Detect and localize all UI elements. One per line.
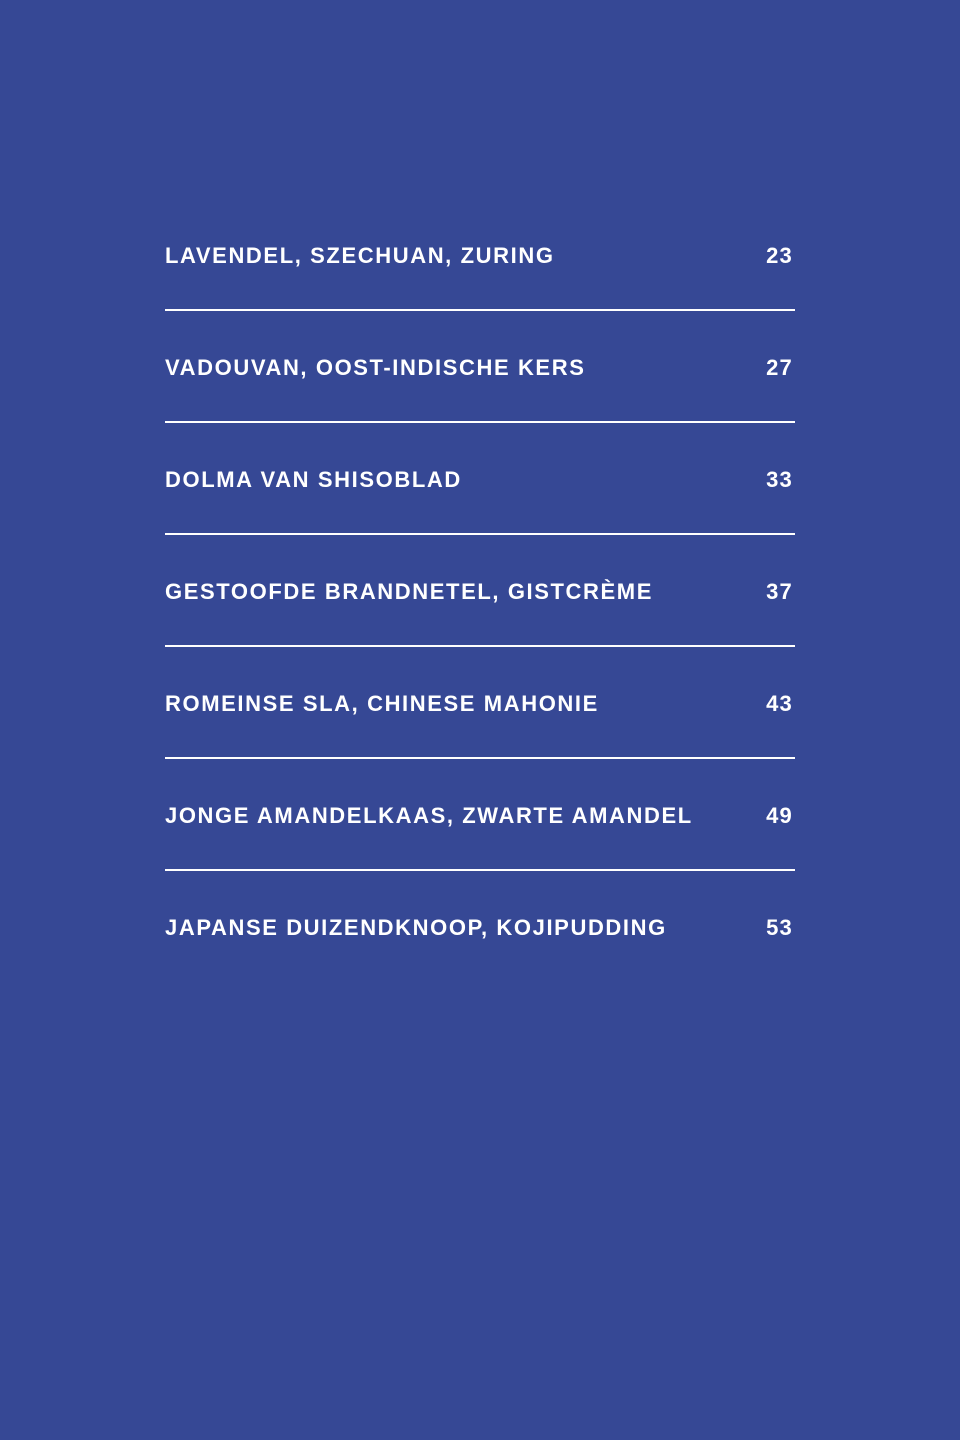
toc-entry-title: JONGE AMANDELKAAS, ZWARTE AMANDEL: [165, 803, 693, 828]
toc-entry-page-number: 23: [766, 243, 793, 268]
toc-entry[interactable]: [165, 535, 795, 647]
toc-entry-page-number: 53: [766, 915, 793, 940]
toc-entry-page-number: 49: [766, 803, 793, 828]
toc-entry-title: ROMEINSE SLA, CHINESE MAHONIE: [165, 691, 599, 716]
toc-entry-title: LAVENDEL, SZECHUAN, ZURING: [165, 243, 555, 268]
toc-entry[interactable]: [165, 759, 795, 871]
toc-entry-title: DOLMA VAN SHISOBLAD: [165, 467, 462, 492]
toc-entry[interactable]: [165, 199, 795, 311]
toc-entry[interactable]: [165, 311, 795, 423]
table-of-contents: [165, 199, 795, 983]
toc-entry-title: JAPANSE DUIZENDKNOOP, KOJIPUDDING: [165, 915, 667, 940]
toc-entry-title: GESTOOFDE BRANDNETEL, GISTCRÈME: [165, 579, 653, 604]
toc-entry[interactable]: [165, 647, 795, 759]
toc-entry-page-number: 43: [766, 691, 793, 716]
toc-entry[interactable]: [165, 423, 795, 535]
toc-entry-title: VADOUVAN, OOST-INDISCHE KERS: [165, 355, 586, 380]
toc-entry-page-number: 27: [766, 355, 793, 380]
toc-entry-page-number: 37: [766, 579, 793, 604]
toc-entry[interactable]: [165, 871, 795, 983]
toc-entry-page-number: 33: [766, 467, 793, 492]
